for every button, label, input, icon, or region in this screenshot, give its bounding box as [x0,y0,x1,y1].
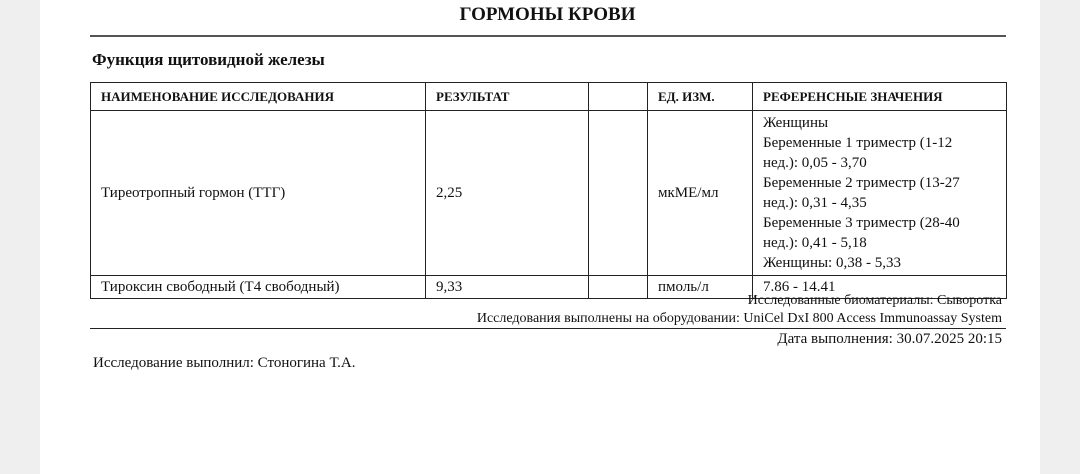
equipment-note: Исследования выполнены на оборудовании: UniCel DxI 800 Access Immunoassay System [476,311,1002,326]
ref-line: нед.): 0,31 - 4,35 [763,195,867,211]
ref-line: Беременные 3 триместр (28-40 [763,215,960,231]
test-flag [589,276,648,299]
test-name: Тиреотропный гормон (ТТГ) [91,111,426,276]
test-unit: мкМЕ/мл [648,111,753,276]
header-unit: ЕД. ИЗМ. [648,83,753,111]
test-result: 2,25 [426,111,589,276]
test-result: 9,33 [426,276,589,299]
ref-line: Женщины [763,115,829,131]
table-header [91,83,1007,111]
header-result: РЕЗУЛЬТАТ [426,83,589,111]
header-flag [589,83,648,111]
header-reference: РЕФЕРЕНСНЫЕ ЗНАЧЕНИЯ [753,83,1007,111]
test-flag [589,111,648,276]
ref-line: нед.): 0,41 - 5,18 [763,235,867,251]
ref-line: нед.): 0,05 - 3,70 [763,155,867,171]
table-row [91,111,1007,276]
ref-line: Женщины: 0,38 - 5,33 [763,255,901,271]
results-table [90,82,1007,299]
divider [90,328,1006,329]
test-unit: пмоль/л [648,276,753,299]
header-name: НАИМЕНОВАНИЕ ИССЛЕДОВАНИЯ [91,83,426,111]
completion-date: Дата выполнения: 30.07.2025 20:15 [777,331,1002,347]
biomaterial-note: Исследованные биоматериалы: Сыворотка [747,293,1002,308]
divider [90,35,1006,37]
performer: Исследование выполнил: Стоногина Т.А. [93,355,356,371]
test-name: Тироксин свободный (Т4 свободный) [91,276,426,299]
section-title: Функция щитовидной железы [92,50,325,69]
page-title: ГОРМОНЫ КРОВИ [459,4,636,25]
test-reference [753,111,1007,276]
ref-line: Беременные 2 триместр (13-27 [763,175,960,191]
ref-line: Беременные 1 триместр (1-12 [763,135,953,151]
test-reference: 7.86 - 14.41 [753,276,1007,299]
